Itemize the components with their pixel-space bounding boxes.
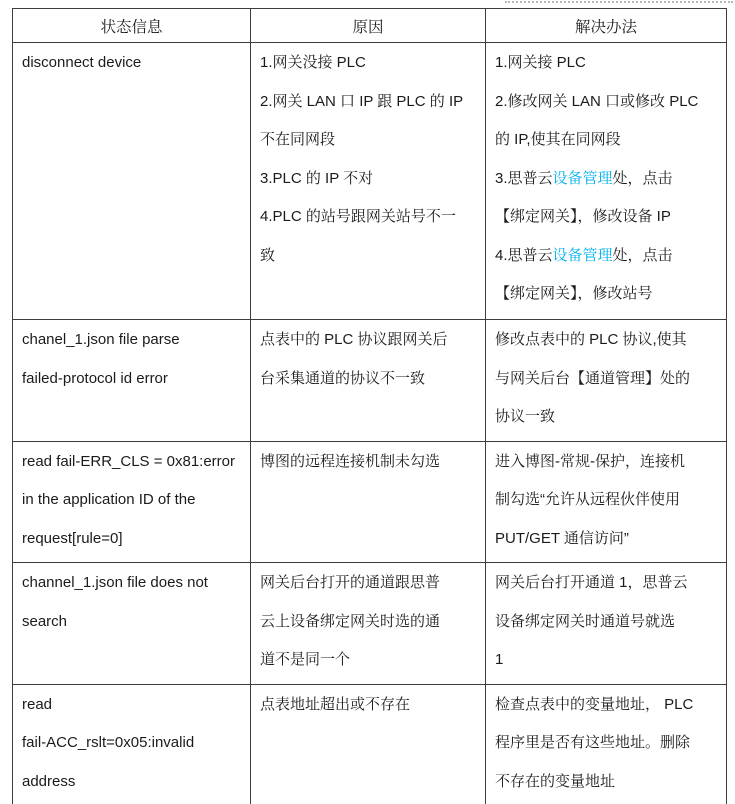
cell-line: 的 IP,使其在同网段 xyxy=(495,131,621,148)
cell-line: address xyxy=(22,772,76,790)
table-row xyxy=(13,43,727,320)
device-management-highlight: 设备管理 xyxy=(552,169,613,187)
cell-line: in the application ID of the xyxy=(22,491,196,508)
cell-line: 设备绑定网关时通道号就选 xyxy=(495,612,676,630)
cell-line: fail-ACC_rslt=0x05:invalid xyxy=(22,734,195,751)
cell-line: 检查点表中的变量地址， PLC xyxy=(495,695,694,713)
cell-line: 网关后台打开的通道跟思普 xyxy=(260,574,441,591)
cell-line: 与网关后台【通道管理】处的 xyxy=(495,369,691,387)
cell-status xyxy=(13,320,251,442)
cell-cause xyxy=(251,320,486,442)
cell-solution xyxy=(486,684,727,804)
cell-solution xyxy=(486,320,727,442)
cell-status xyxy=(13,43,251,320)
cell-line: 点表中的 PLC 协议跟网关后 xyxy=(260,331,448,348)
cell-line: request[rule=0] xyxy=(22,529,123,547)
cell-line: 协议一致 xyxy=(495,408,556,425)
cell-solution xyxy=(486,563,727,685)
cell-line: 博图的远程连接机制未勾选 xyxy=(260,452,441,470)
cell-line: 道不是同一个 xyxy=(260,651,351,668)
table-row xyxy=(13,441,727,563)
cell-solution xyxy=(486,43,727,320)
cell-line: channel_1.json file does not xyxy=(22,574,208,591)
cell-line: 制勾选“允许从远程伙伴使用 xyxy=(495,491,680,508)
cell-line: read fail-ERR_CLS = 0x81:error xyxy=(22,452,236,470)
cell-line: 1.网关没接 PLC xyxy=(260,54,366,71)
cell-line: 致 xyxy=(260,246,276,264)
cell-line: 修改点表中的 PLC 协议,使其 xyxy=(495,331,687,348)
cell-solution xyxy=(486,441,727,563)
cell-line: PUT/GET 通信访问” xyxy=(495,529,629,547)
cell-line: 【绑定网关】，修改设备 IP xyxy=(495,208,671,225)
cell-line: 4.PLC 的站号跟网关站号不一 xyxy=(260,208,456,225)
device-management-highlight: 设备管理 xyxy=(552,246,613,264)
cell-status xyxy=(13,441,251,563)
cell-status xyxy=(13,563,251,685)
cell-status xyxy=(13,684,251,804)
table-header-row xyxy=(13,9,727,43)
cell-line: 不存在的变量地址 xyxy=(495,772,616,790)
header-solution: 解决办法 xyxy=(486,9,727,43)
table-row xyxy=(13,684,727,804)
cell-line: chanel_1.json file parse xyxy=(22,331,180,348)
cell-cause xyxy=(251,441,486,563)
table-row xyxy=(13,563,727,685)
dotted-edge-artifact xyxy=(505,1,733,3)
cell-cause xyxy=(251,563,486,685)
cell-line: 2.网关 LAN 口 IP 跟 PLC 的 IP xyxy=(260,92,464,110)
troubleshooting-table xyxy=(12,8,727,804)
cell-line: 2.修改网关 LAN 口或修改 PLC xyxy=(495,92,699,110)
cell-line: disconnect device xyxy=(22,54,142,71)
cell-line: 不在同网段 xyxy=(260,131,336,148)
table-row xyxy=(13,320,727,442)
cell-cause xyxy=(251,684,486,804)
cell-line: 程序里是否有这些地址。删除 xyxy=(495,734,691,751)
cell-line: 1.网关接 PLC xyxy=(495,54,586,71)
cell-line: 1 xyxy=(495,651,504,668)
header-cause: 原因 xyxy=(251,9,486,43)
header-status-info: 状态信息 xyxy=(13,9,251,43)
cell-line: 【绑定网关】，修改站号 xyxy=(495,285,653,302)
cell-line: 3.PLC 的 IP 不对 xyxy=(260,169,374,187)
cell-line: 云上设备绑定网关时选的通 xyxy=(260,612,441,630)
cell-line: 台采集通道的协议不一致 xyxy=(260,369,426,387)
cell-line: failed-protocol id error xyxy=(22,369,168,387)
cell-line: 点表地址超出或不存在 xyxy=(260,695,411,713)
cell-line: 3.思普云设备管理处，点击 xyxy=(495,169,673,187)
cell-line: search xyxy=(22,612,68,630)
cell-line: read xyxy=(22,695,53,713)
cell-line: 进入博图-常规-保护，连接机 xyxy=(495,452,685,470)
cell-cause xyxy=(251,43,486,320)
cell-line: 4.思普云设备管理处，点击 xyxy=(495,246,673,264)
cell-line: 网关后台打开通道 1，思普云 xyxy=(495,574,688,591)
